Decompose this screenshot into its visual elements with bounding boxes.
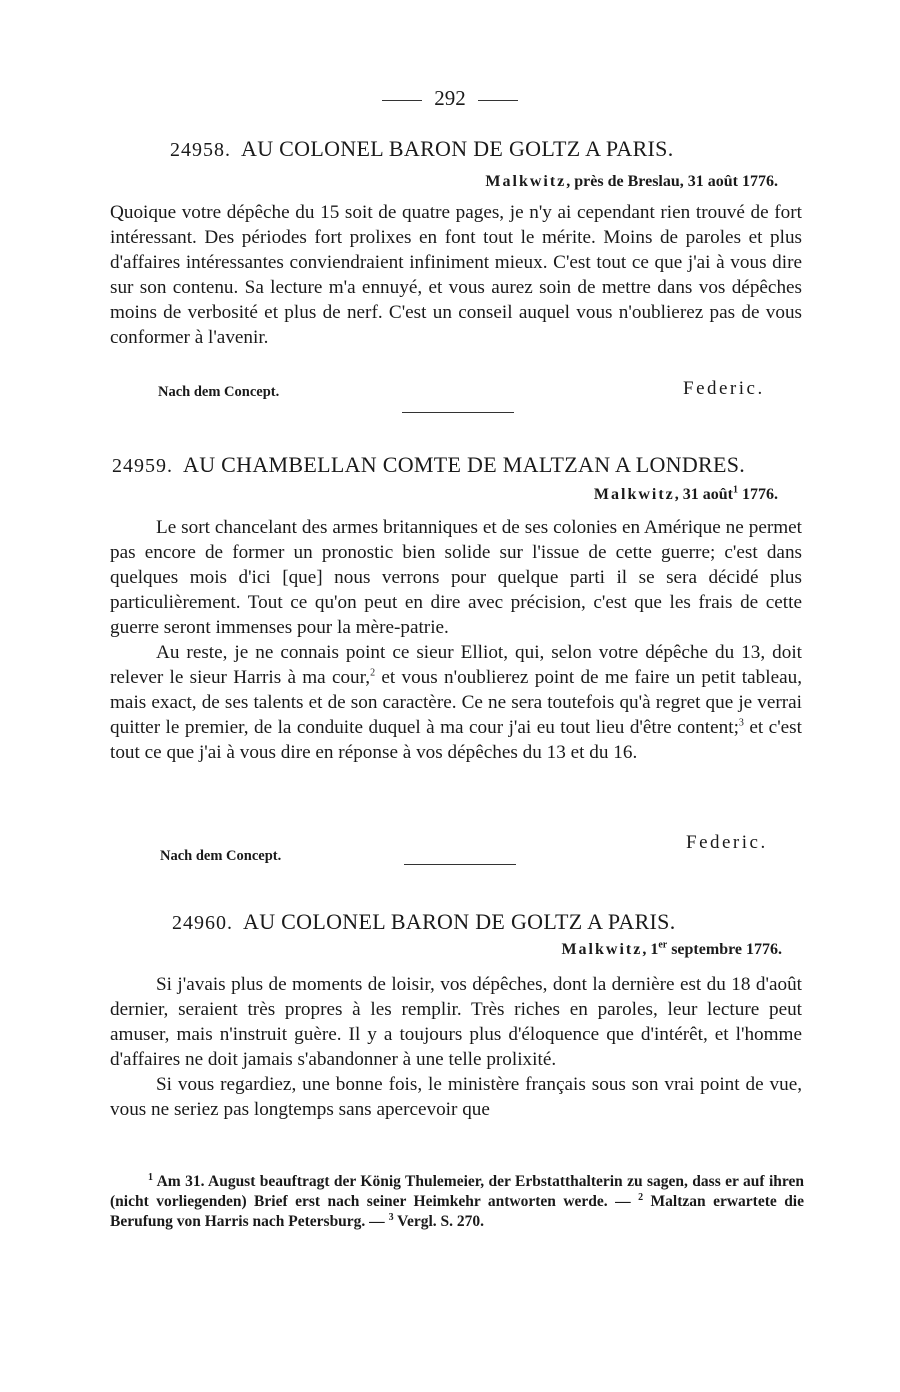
page-number-dash-right [478, 100, 518, 101]
footnote-2: Maltzan erwartete die Berufung von Harris nach Petersburg. — [110, 1193, 804, 1230]
footnote-mark: 1 [148, 1171, 153, 1183]
paragraph [110, 200, 802, 350]
page-number-dash-left [382, 100, 422, 101]
line: toujours plus d'éloquence que d'intérêt, et l'homme d'affaires ne doit [110, 1024, 802, 1070]
dateline-place: Malkwitz [485, 173, 567, 190]
line: pour quelque parti il se sera décidé plus particulièrement. Tout ce [110, 567, 802, 613]
footnote-ref: 1 [733, 484, 738, 496]
letter-number: 24959. [112, 455, 173, 477]
letter-number: 24960. [172, 912, 233, 934]
footnote-3: Vergl. S. 270. [397, 1213, 485, 1230]
line: Si j'avais plus de moments de loisir, vos dépêches, dont la dernière [156, 974, 675, 995]
line: l'issue de cette guerre; c'est dans quelques mois d'ici [que] nous verrons [110, 542, 803, 588]
letter-title: AU CHAMBELLAN COMTE DE MALTZAN A LONDRES. [183, 452, 746, 477]
line: Si vous regardiez, une bonne fois, le ministère français sous son [156, 1074, 659, 1095]
line: et de son caractère. Ce ne sera toutefois qu'à regret que je verrai [308, 692, 803, 713]
footnote-ref: 3 [738, 717, 744, 729]
line: vrai point de vue, vous ne seriez pas longtemps sans apercevoir que [110, 1074, 803, 1120]
line: d'être content; [629, 717, 739, 738]
line: jamais s'abandonner à une telle prolixité. [242, 1049, 557, 1070]
page-number: 292 [434, 86, 466, 110]
letter-dateline [594, 486, 778, 504]
letter-heading [172, 909, 676, 935]
line: cependant rien trouvé de fort intéressant. Des périodes fort prolixes en [110, 202, 802, 248]
line: et vous [375, 667, 438, 688]
paragraph [110, 640, 802, 765]
line: Quoique votre dépêche du 15 soit de quatre pages, je n'y ai [110, 202, 572, 223]
footnote-ref: er [658, 939, 668, 951]
letter-heading [170, 136, 674, 162]
line: n'oublierez point de me faire un petit tableau, mais exact, de ses talents [110, 667, 802, 713]
page-number-line [0, 86, 900, 111]
letter-body [110, 972, 802, 1122]
letter-dateline [485, 173, 778, 191]
source-note: Nach dem Concept. [158, 384, 280, 400]
letter-heading [112, 452, 745, 478]
dateline-place: Malkwitz [561, 941, 643, 958]
dateline-date: , près de Breslau, 31 août 1776. [566, 173, 778, 190]
line: vos dépêches moins de verbosité et plus de nerf. C'est un conseil [110, 277, 803, 323]
letter-body [110, 200, 802, 350]
letter-title: AU COLONEL BARON DE GOLTZ A PARIS. [243, 909, 676, 934]
line: seront immenses pour la mère-patrie. [163, 617, 449, 638]
letter-body [110, 515, 802, 765]
dateline-place: Malkwitz [593, 486, 675, 503]
section-divider [402, 412, 514, 413]
line: quitter le premier, de la conduite duquel à ma cour j'ai eu tout lieu [110, 717, 625, 738]
footnotes [110, 1172, 804, 1232]
section-divider [404, 864, 516, 865]
letter-number: 24958. [170, 139, 231, 161]
line: auquel vous n'oublierez pas de vous conformer à l'avenir. [110, 302, 803, 348]
dateline-date: , 31 août [674, 486, 733, 503]
line: font tout le mérite. Moins de paroles et plus d'affaires intéressantes [110, 227, 803, 273]
letter-dateline [561, 941, 782, 959]
line: est du 18 d'août dernier, seraient très propres à les remplir. Très riches [110, 974, 802, 1020]
source-note: Nach dem Concept. [160, 848, 282, 864]
line: Le sort chancelant des armes britanniques et de ses colonies en [156, 517, 641, 538]
paragraph [110, 972, 802, 1072]
line: Au reste, je ne connais point ce sieur Elliot, qui, selon votre [156, 642, 639, 663]
footnote-mark: 3 [388, 1211, 394, 1223]
dateline-year: septembre 1776. [667, 941, 782, 958]
line: dépêches du 13 et du 16. [447, 742, 638, 763]
letter-title: AU COLONEL BARON DE GOLTZ A PARIS. [241, 136, 674, 161]
footnote-mark: 2 [638, 1191, 644, 1203]
footnote-1: Am 31. August beauftragt der König Thulemeier, der Erbstatthalterin zu sagen, dass er auf ihren (nicht vorliegenden) Brief erst nach seiner Heimkehr antworten werde. — [110, 1173, 804, 1210]
footnote-ref: 2 [370, 667, 376, 679]
signature: Federic. [686, 832, 768, 853]
line: qu'on peut en dire avec précision, c'est que les frais de cette guerre [110, 592, 802, 638]
signature: Federic. [683, 378, 765, 399]
line: et c'est tout ce que j'ai à vous dire en réponse à vos [110, 717, 802, 763]
line: son contenu. Sa lecture m'a ennuyé, et vous aurez soin de mettre dans [139, 277, 693, 298]
paragraph [110, 515, 802, 640]
dateline-year: 1776. [738, 486, 778, 503]
line: conviendraient infiniment mieux. C'est tout ce que j'ai à vous dire sur [110, 252, 803, 298]
line: dépêche du 13, doit relever le sieur Harris à ma cour, [110, 642, 802, 688]
dateline-date: , 1 [642, 941, 659, 958]
line: en paroles, leur lecture peut amuser, mais n'instruit guère. Il y a [110, 999, 803, 1045]
line: Amérique ne permet pas encore de former un pronostic bien solide sur [110, 517, 802, 563]
paragraph [110, 1072, 802, 1122]
